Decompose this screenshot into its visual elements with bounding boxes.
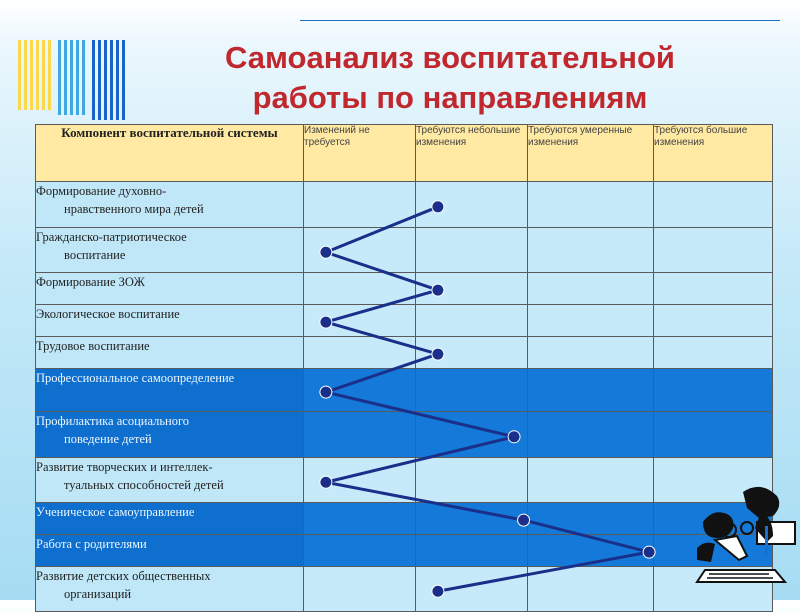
header-column: Требуются небольшие изменения xyxy=(416,125,528,182)
rating-cell xyxy=(416,273,528,305)
row-label-line: Формирование ЗОЖ xyxy=(36,275,145,289)
teachers-clipart xyxy=(695,482,800,597)
row-label xyxy=(36,337,304,369)
row-label xyxy=(36,503,304,535)
header-column: Требуются умеренные изменения xyxy=(528,125,654,182)
table-row xyxy=(36,412,773,458)
row-label xyxy=(36,412,304,458)
row-label-line: Формирование духовно- xyxy=(36,184,167,198)
rating-cell xyxy=(528,228,654,273)
table-row xyxy=(36,535,773,567)
rating-cell xyxy=(416,567,528,612)
rating-cell xyxy=(528,369,654,412)
row-label-line: нравственного мира детей xyxy=(64,202,204,216)
row-label xyxy=(36,273,304,305)
row-label-line: Развитие творческих и интеллек- xyxy=(36,460,213,474)
row-label-line: Работа с родителями xyxy=(36,537,147,551)
rating-cell xyxy=(528,305,654,337)
rating-cell xyxy=(528,182,654,228)
rating-cell xyxy=(528,535,654,567)
table-header-row xyxy=(36,125,773,182)
title-line-1: Самоанализ воспитательной xyxy=(225,40,675,75)
rating-cell xyxy=(304,337,416,369)
rating-cell xyxy=(654,182,773,228)
table-row xyxy=(36,305,773,337)
rating-cell xyxy=(304,535,416,567)
rating-cell xyxy=(528,273,654,305)
row-label-line: воспитание xyxy=(64,248,126,262)
row-label xyxy=(36,567,304,612)
table-row xyxy=(36,273,773,305)
row-label xyxy=(36,228,304,273)
header-column: Изменений не требуется xyxy=(304,125,416,182)
rating-cell xyxy=(528,412,654,458)
rating-cell xyxy=(304,228,416,273)
title-line-2: работы по направлениям xyxy=(252,80,648,115)
rating-cell xyxy=(416,228,528,273)
rating-cell xyxy=(304,503,416,535)
table-row xyxy=(36,567,773,612)
rating-cell xyxy=(416,305,528,337)
table-row xyxy=(36,503,773,535)
row-label xyxy=(36,305,304,337)
rating-cell xyxy=(304,369,416,412)
table-row xyxy=(36,228,773,273)
rating-cell xyxy=(654,369,773,412)
row-label-line: Экологическое воспитание xyxy=(36,307,180,321)
rating-cell xyxy=(528,567,654,612)
row-label-line: Профессиональное самоопределение xyxy=(36,371,235,385)
analysis-table xyxy=(35,124,773,612)
rating-cell xyxy=(528,503,654,535)
row-label-line: Ученическое самоуправление xyxy=(36,505,195,519)
row-label xyxy=(36,535,304,567)
rating-cell xyxy=(304,458,416,503)
rating-cell xyxy=(304,182,416,228)
row-label-line: Трудовое воспитание xyxy=(36,339,150,353)
rating-cell xyxy=(654,273,773,305)
rating-cell xyxy=(416,182,528,228)
rating-cell xyxy=(416,458,528,503)
row-label xyxy=(36,182,304,228)
row-label-line: поведение детей xyxy=(64,432,152,446)
rating-cell xyxy=(654,337,773,369)
row-label-line: Профилактика асоциального xyxy=(36,414,190,428)
rating-cell xyxy=(416,369,528,412)
rating-cell xyxy=(654,305,773,337)
rating-cell xyxy=(304,305,416,337)
table-row xyxy=(36,458,773,503)
header-component: Компонент воспитательной системы xyxy=(36,125,304,182)
rating-cell xyxy=(654,228,773,273)
slide-title xyxy=(150,38,750,118)
row-label xyxy=(36,369,304,412)
decorative-bars xyxy=(18,40,158,130)
rating-cell xyxy=(416,412,528,458)
rating-cell xyxy=(528,337,654,369)
table-row xyxy=(36,182,773,228)
rating-cell xyxy=(304,273,416,305)
row-label-line: Гражданско-патриотическое xyxy=(36,230,187,244)
row-label-line: организаций xyxy=(64,587,132,601)
row-label-line: Развитие детских общественных xyxy=(36,569,211,583)
rating-cell xyxy=(416,535,528,567)
rating-cell xyxy=(416,503,528,535)
rating-cell xyxy=(654,412,773,458)
rating-cell xyxy=(528,458,654,503)
rating-cell xyxy=(304,412,416,458)
row-label-line: туальных способностей детей xyxy=(64,478,224,492)
decorative-line xyxy=(300,20,780,21)
rating-cell xyxy=(416,337,528,369)
table-row xyxy=(36,369,773,412)
rating-cell xyxy=(304,567,416,612)
row-label xyxy=(36,458,304,503)
table-row xyxy=(36,337,773,369)
header-column: Требуются большие изменения xyxy=(654,125,773,182)
